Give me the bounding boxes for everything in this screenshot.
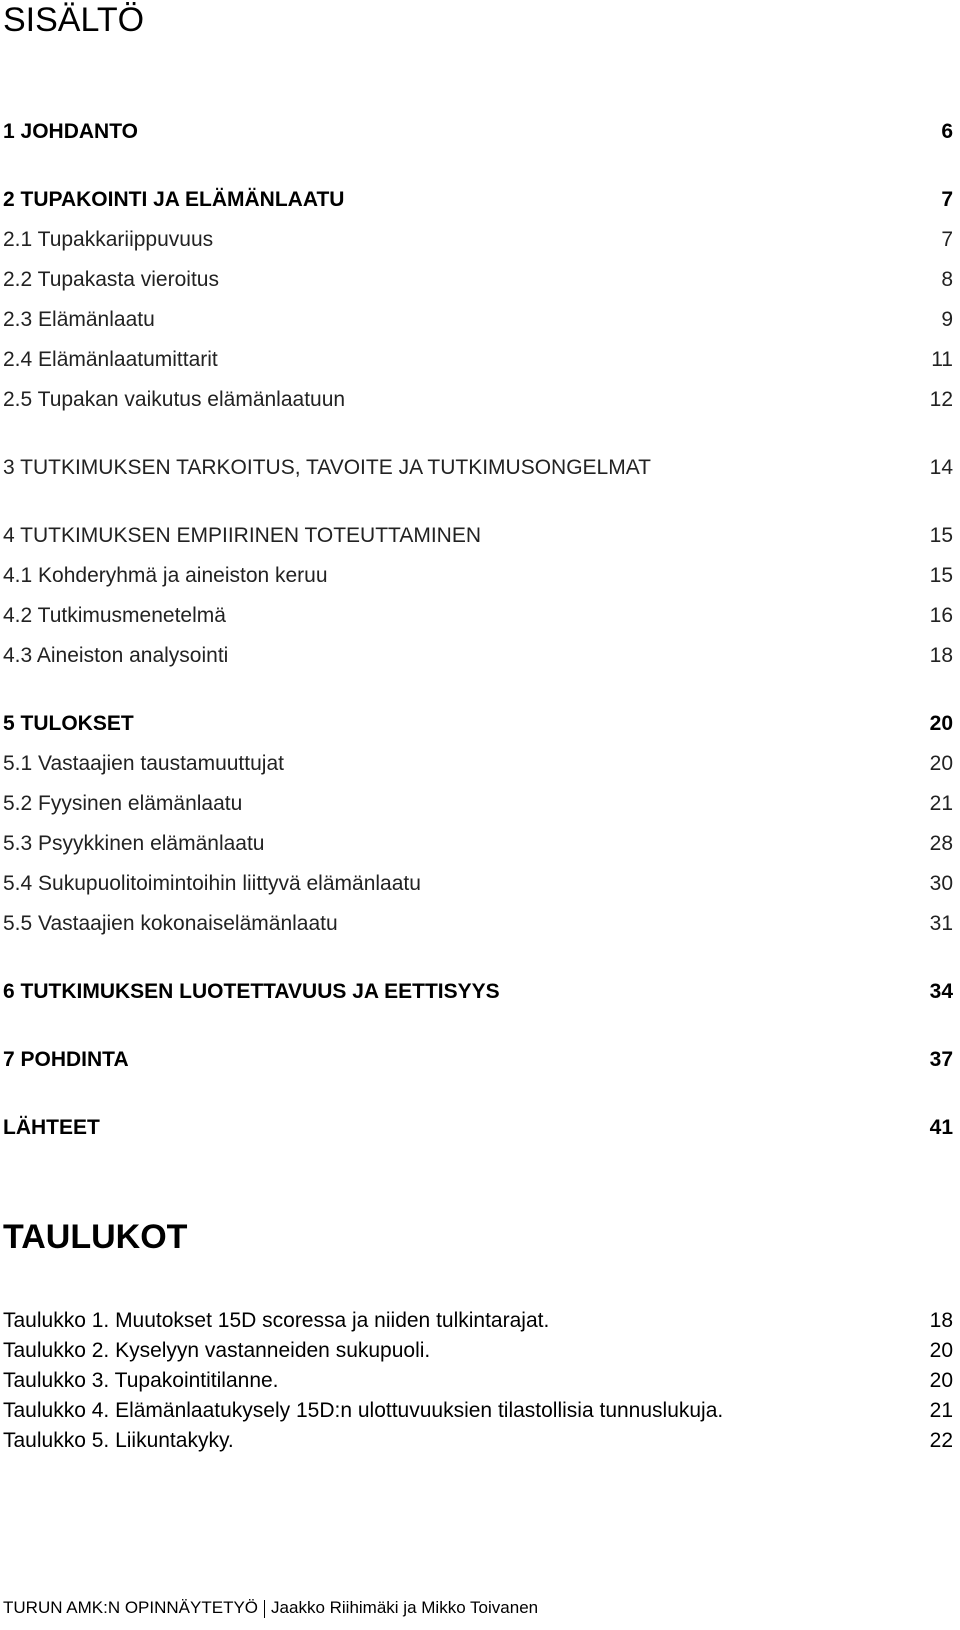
toc-entry-label: LÄHTEET (3, 1116, 100, 1139)
tables-title: TAULUKOT (3, 1218, 188, 1256)
toc-entry[interactable] (3, 784, 953, 824)
toc-entry[interactable] (3, 596, 953, 636)
toc-entry-label: 2 TUPAKOINTI JA ELÄMÄNLAATU (3, 188, 345, 211)
toc-entry[interactable] (3, 904, 953, 944)
toc-entry-page: 7 (941, 188, 953, 211)
toc-entry[interactable] (3, 180, 953, 220)
toc-entry-page: 20 (929, 712, 953, 735)
table-entry-label: Taulukko 3. Tupakointitilanne. (3, 1369, 279, 1392)
toc-entry-page: 21 (929, 792, 953, 815)
toc-entry-page: 20 (929, 752, 953, 775)
toc-entry-label: 4 TUTKIMUKSEN EMPIIRINEN TOTEUTTAMINEN (3, 524, 481, 547)
toc-entry[interactable] (3, 1108, 953, 1148)
table-entry[interactable] (3, 1336, 953, 1366)
toc-entry-page: 7 (941, 228, 953, 251)
toc-entry[interactable] (3, 972, 953, 1012)
toc-entry-page: 41 (929, 1116, 953, 1139)
table-entry[interactable] (3, 1366, 953, 1396)
toc-entry-page: 34 (929, 980, 953, 1003)
footer-institution: TURUN AMK:N OPINNÄYTETYÖ (3, 1598, 259, 1617)
table-entry[interactable] (3, 1426, 953, 1456)
footer-authors: Jaakko Riihimäki ja Mikko Toivanen (271, 1598, 539, 1617)
toc-entry[interactable] (3, 112, 953, 152)
toc-entry-page: 18 (929, 644, 953, 667)
toc-entry-label: 5.5 Vastaajien kokonaiselämänlaatu (3, 912, 338, 935)
toc-entry-page: 12 (929, 388, 953, 411)
toc-entry[interactable] (3, 864, 953, 904)
toc-entry-page: 16 (929, 604, 953, 627)
toc-entry-page: 14 (929, 456, 953, 479)
toc-entry-page: 15 (929, 524, 953, 547)
toc-entry-label: 2.3 Elämänlaatu (3, 308, 155, 331)
table-entry-page: 22 (929, 1429, 953, 1452)
toc-entry-label: 5.3 Psyykkinen elämänlaatu (3, 832, 265, 855)
toc-entry[interactable] (3, 220, 953, 260)
footer-separator (264, 1600, 265, 1618)
toc-entry-label: 3 TUTKIMUKSEN TARKOITUS, TAVOITE JA TUTKIMUSONGELMAT (3, 456, 651, 479)
toc-entry[interactable] (3, 636, 953, 676)
table-entry-page: 21 (929, 1399, 953, 1422)
toc-entry[interactable] (3, 380, 953, 420)
toc-entry-label: 2.1 Tupakkariippuvuus (3, 228, 214, 251)
table-of-contents (3, 112, 953, 1148)
toc-entry-label: 1 JOHDANTO (3, 120, 138, 143)
toc-entry-label: 7 POHDINTA (3, 1048, 129, 1071)
toc-entry-page: 15 (929, 564, 953, 587)
toc-entry[interactable] (3, 704, 953, 744)
table-entry[interactable] (3, 1396, 953, 1426)
toc-entry-label: 2.2 Tupakasta vieroitus (3, 268, 219, 291)
table-entry-label: Taulukko 5. Liikuntakyky. (3, 1429, 234, 1452)
toc-entry-page: 11 (931, 348, 953, 371)
toc-entry-label: 4.3 Aineiston analysointi (3, 644, 229, 667)
toc-entry-label: 5.4 Sukupuolitoimintoihin liittyvä elämänlaatu (3, 872, 421, 895)
toc-entry[interactable] (3, 516, 953, 556)
table-entry-label: Taulukko 2. Kyselyyn vastanneiden sukupuoli. (3, 1339, 431, 1362)
toc-entry-label: 2.5 Tupakan vaikutus elämänlaatuun (3, 388, 346, 411)
toc-entry[interactable] (3, 260, 953, 300)
table-entry-label: Taulukko 4. Elämänlaatukysely 15D:n ulottuvuuksien tilastollisia tunnuslukuja. (3, 1399, 724, 1422)
toc-entry-label: 4.2 Tutkimusmenetelmä (3, 604, 226, 627)
toc-entry-label: 5 TULOKSET (3, 712, 134, 735)
toc-entry-label: 2.4 Elämänlaatumittarit (3, 348, 218, 371)
table-entry-label: Taulukko 1. Muutokset 15D scoressa ja niiden tulkintarajat. (3, 1309, 550, 1332)
toc-entry-page: 28 (929, 832, 953, 855)
toc-entry[interactable] (3, 1040, 953, 1080)
toc-entry-page: 6 (941, 120, 953, 143)
toc-entry[interactable] (3, 744, 953, 784)
toc-entry-label: 4.1 Kohderyhmä ja aineiston keruu (3, 564, 328, 587)
toc-entry-page: 31 (929, 912, 953, 935)
table-entry-page: 20 (929, 1369, 953, 1392)
toc-entry[interactable] (3, 300, 953, 340)
toc-entry[interactable] (3, 340, 953, 380)
table-entry[interactable] (3, 1306, 953, 1336)
toc-entry[interactable] (3, 556, 953, 596)
table-entry-page: 20 (929, 1339, 953, 1362)
toc-entry-label: 5.1 Vastaajien taustamuuttujat (3, 752, 284, 775)
page-footer (3, 1598, 538, 1618)
toc-entry[interactable] (3, 448, 953, 488)
toc-entry-page: 8 (941, 268, 953, 291)
toc-entry-label: 6 TUTKIMUKSEN LUOTETTAVUUS JA EETTISYYS (3, 980, 500, 1003)
toc-entry-page: 30 (929, 872, 953, 895)
toc-entry-page: 37 (929, 1048, 953, 1071)
toc-entry-page: 9 (941, 308, 953, 331)
toc-entry-label: 5.2 Fyysinen elämänlaatu (3, 792, 243, 815)
list-of-tables (3, 1306, 953, 1456)
page-title: SISÄLTÖ (3, 1, 145, 39)
toc-entry[interactable] (3, 824, 953, 864)
table-entry-page: 18 (929, 1309, 953, 1332)
